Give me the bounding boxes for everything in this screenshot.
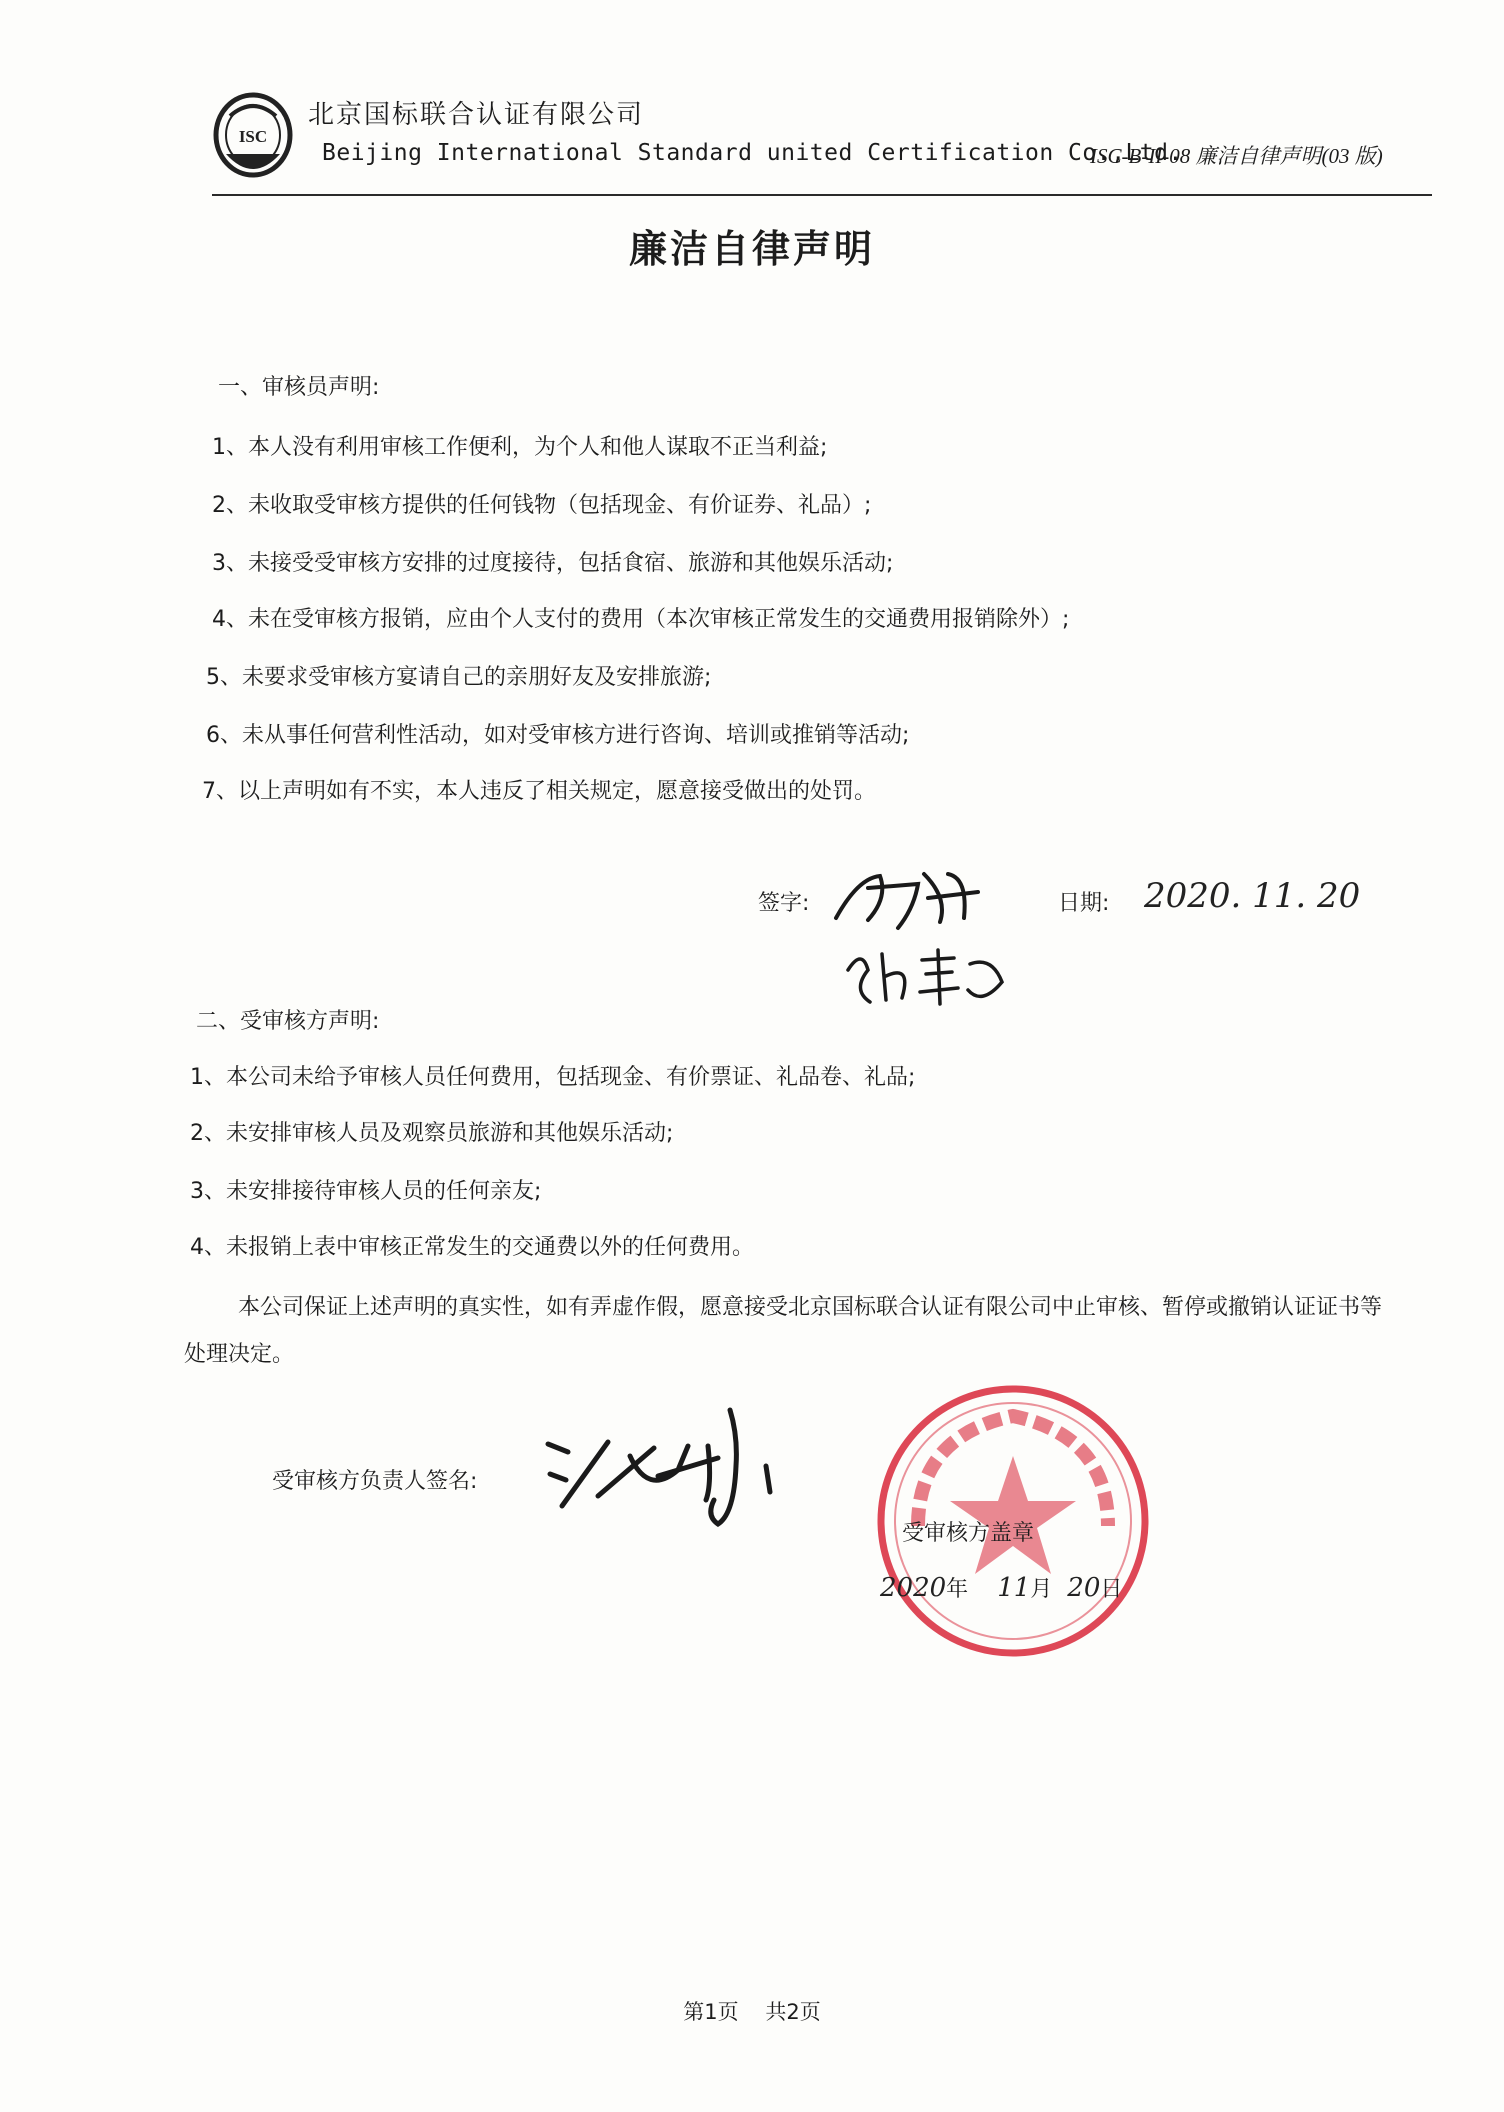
auditor-item: 3、未接受受审核方安排的过度接待，包括食宿、旅游和其他娱乐活动; (212, 551, 894, 576)
stamp-date-month-unit: 月 (1030, 1577, 1053, 1602)
auditor-item: 2、未收取受审核方提供的任何钱物（包括现金、有价证券、礼品）; (212, 493, 872, 518)
responsible-signature-label: 受审核方负责人签名: (272, 1469, 478, 1494)
auditor-item: 4、未在受审核方报销，应由个人支付的费用（本次审核正常发生的交通费用报销除外）; (212, 607, 1070, 632)
stamp-date-year: 2020 (880, 1573, 947, 1603)
auditor-section-heading: 一、审核员声明: (218, 375, 380, 400)
page-title: 廉洁自律声明 (628, 227, 875, 271)
responsible-signature (538, 1396, 788, 1536)
stamp-label: 受审核方盖章 (902, 1521, 1035, 1546)
isc-logo-icon (212, 92, 294, 182)
auditee-item: 2、未安排审核人员及观察员旅游和其他娱乐活动; (190, 1121, 674, 1146)
header-divider (212, 194, 1432, 196)
document-code: ISC-B-II-08 廉洁自律声明(03 版) (1090, 144, 1383, 168)
auditor-item: 6、未从事任何营利性活动，如对受审核方进行咨询、培训或推销等活动; (206, 723, 910, 748)
auditee-section-heading: 二、受审核方声明: (196, 1009, 380, 1034)
auditor-signature-1 (828, 858, 986, 938)
company-name-cn: 北京国标联合认证有限公司 (308, 100, 645, 130)
auditor-item: 1、本人没有利用审核工作便利，为个人和他人谋取不正当利益; (212, 435, 828, 460)
stamp-date-year-unit: 年 (946, 1577, 969, 1602)
page-total: 共2页 (765, 2000, 821, 2024)
stamp-date-day: 20 (1067, 1573, 1101, 1603)
auditor-item: 7、以上声明如有不实，本人违反了相关规定，愿意接受做出的处罚。 (202, 779, 876, 804)
svg-text:ISC: ISC (238, 127, 268, 146)
page-footer (0, 1996, 1504, 2026)
company-name-en: Beijing International Standard united Certification Co.,Ltd. (322, 140, 1183, 166)
auditee-item: 4、未报销上表中审核正常发生的交通费以外的任何费用。 (190, 1235, 754, 1260)
date-label: 日期: (1058, 891, 1110, 916)
guarantee-paragraph: 本公司保证上述声明的真实性，如有弄虚作假，愿意接受北京国标联合认证有限公司中止审核、暂停或撤销认证证书等处理决定。 (184, 1295, 1383, 1367)
stamp-date-month: 11 (997, 1573, 1031, 1603)
signature-label: 签字: (758, 891, 810, 916)
auditor-item: 5、未要求受审核方宴请自己的亲朋好友及安排旅游; (206, 665, 712, 690)
stamp-date-day-unit: 日 (1100, 1577, 1123, 1602)
stamp-date (880, 1572, 1122, 1603)
page-number: 第1页 (683, 2000, 739, 2024)
auditee-item: 1、本公司未给予审核人员任何费用，包括现金、有价票证、礼品卷、礼品; (190, 1065, 916, 1090)
auditor-signature-2 (842, 940, 1012, 1012)
auditee-item: 3、未安排接待审核人员的任何亲友; (190, 1179, 542, 1204)
auditor-date-value: 2020. 11. 20 (1144, 876, 1361, 916)
